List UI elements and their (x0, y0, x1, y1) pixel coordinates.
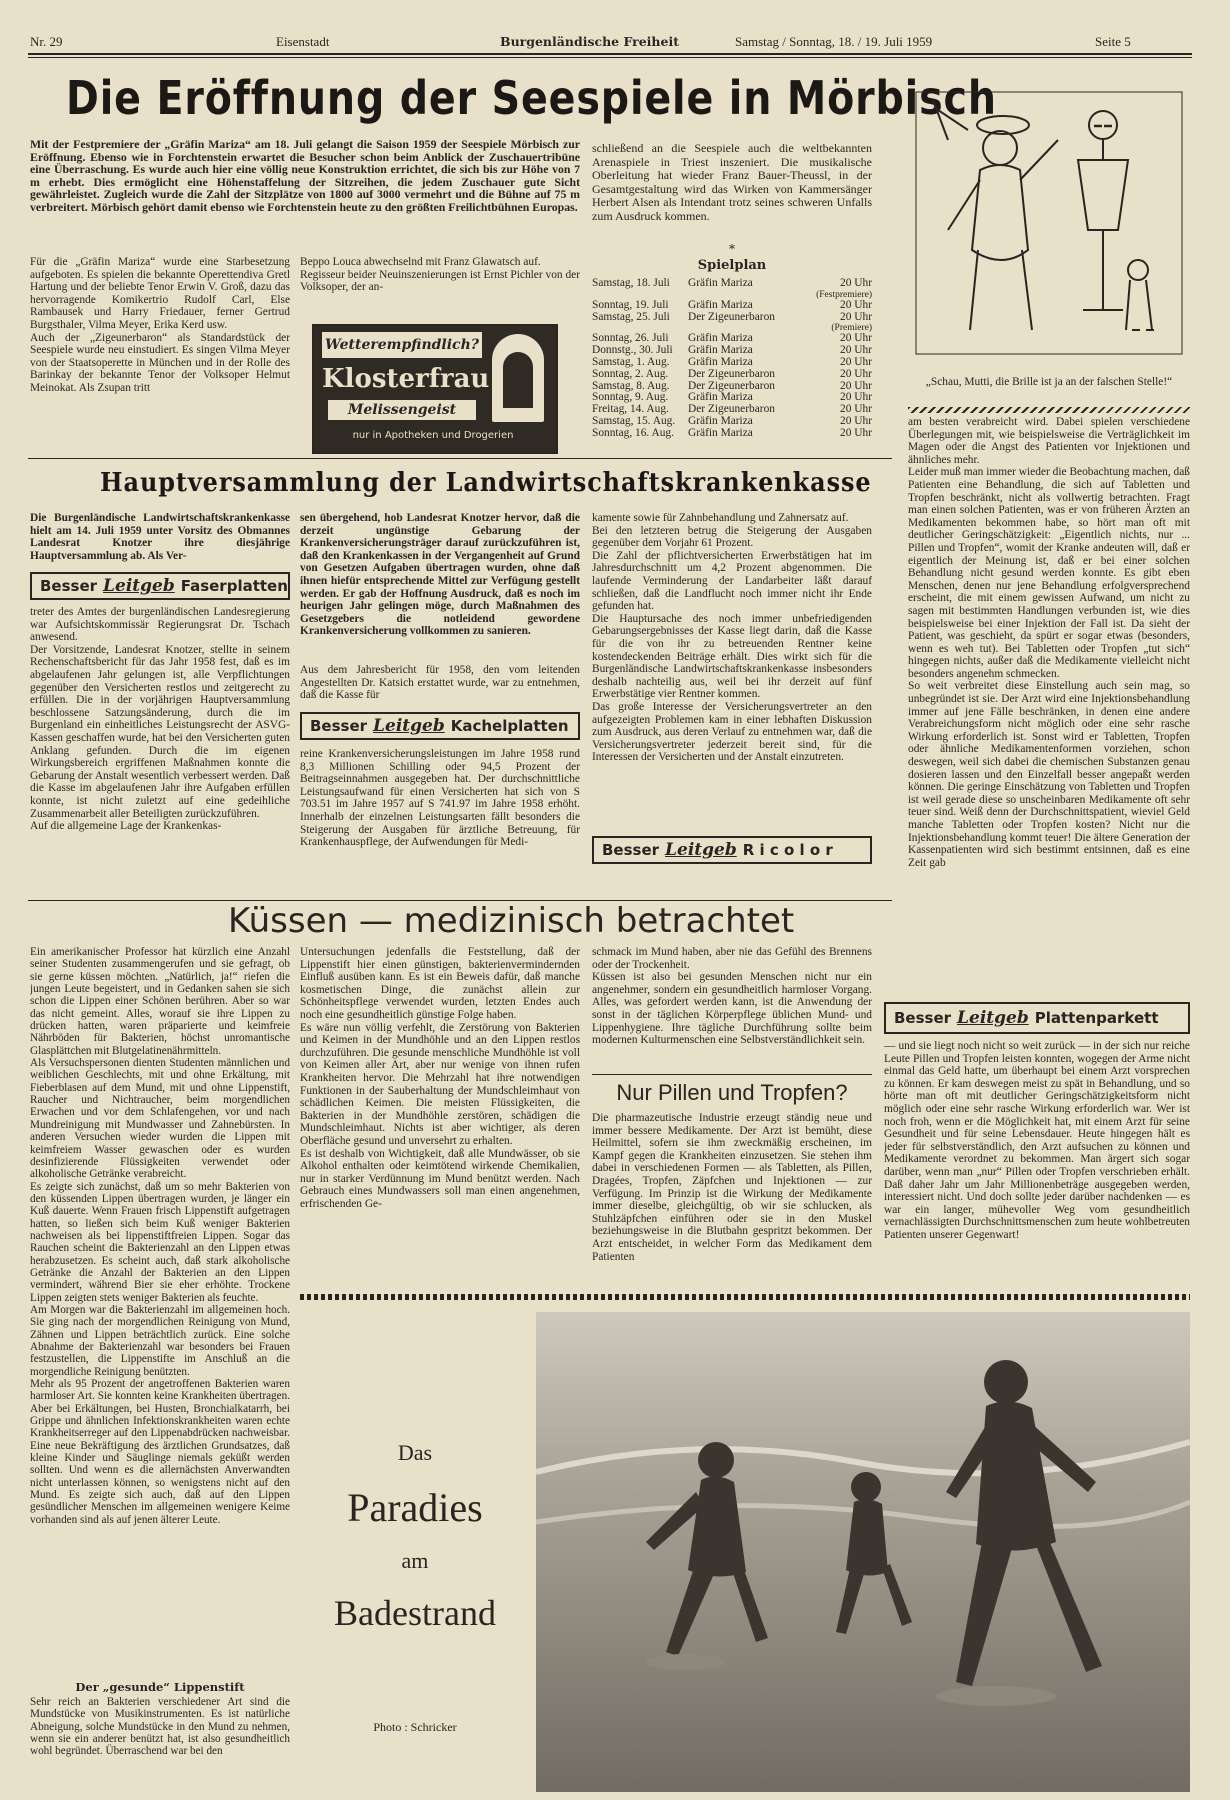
spielplan-time: 20 Uhr (840, 367, 872, 380)
separator-star: * (729, 242, 735, 256)
spielplan-time: 20 Uhr (840, 344, 872, 357)
spielplan-play: Gräfin Mariza (688, 355, 753, 368)
spielplan-time: 20 Uhr (840, 403, 872, 416)
seespiele-col2: Beppo Louca abwechselnd mit Franz Glawatsch auf. Regisseur beider Neuinszenierungen ist Ernst Pichler von der Volksoper, der an- (300, 256, 580, 294)
versammlung-col1: treter des Amtes der burgenländischen Landesregierung war Aufsichtskommissär Regierungsrat Dr. Tschach anwesend. Der Vorsitzende, Landesrat Knotzer, stellte in seinem Rechenschaftsbericht für das Jahr 1958 fest, daß es im abgelaufenen Jahr gelungen ist, alle Verpflichtungen gegenüber den Versicherten restlos und zeitgerecht zu erfüllen. Die in der vorjährigen Hauptversammlung beschlossene Satzungsänderung, durch die im Burgenland ein einheitliches Leistungsrecht der ASVG-Kassen geschaffen wurde, hat bei den Versicherten guten Anklang gefunden. Durch die im eigenen Wirkungsbereich ergriffenen Maßnahmen konnte die Gebarung der Anstalt wesentlich verbessert werden. Daß die Kasse im abgelaufenen Jahr ihre Aufgaben erfüllen konnte, ist nicht zuletzt auf eine gedeihliche Zusammenarbeit aller Beteiligten zurückzuführen. Auf die allgemeine Lage der Krankenkas- (30, 606, 290, 833)
spielplan-date: Freitag, 14. Aug. (592, 403, 669, 416)
pillen-rule (592, 1074, 872, 1075)
spielplan-date: Sonntag, 9. Aug. (592, 391, 669, 404)
zigzag-divider (908, 407, 1190, 413)
spielplan-time: 20 Uhr (840, 298, 872, 311)
versammlung-col3: kamente sowie für Zahnbehandlung und Zahnersatz auf. Bei den letzteren betrug die Steigerung der Ausgaben gegenüber dem Vorjahr 61 Prozent. Die Zahl der pflichtversicherten Erwerbstätigen hat im Jahresdurchschnitt um 4,2 Prozent abgenommen. Die laufende Verminderung der Landarbeiter läßt darauf schließen, daß die Landflucht noch immer nicht ihr Ende gefunden hat. Die Hauptursache des noch immer unbefriedigenden Gebarungsergebnisses der Kasse liegt darin, daß die Kasse für die von ihr zu betreuenden Rentner keine kostendeckenden Beiträge erhält. Dies wirkt sich für die Burgenländische Landwirtschaftskrankenkasse insbesonders deshalb nachteilig aus, weil bei ihr derzeit auf fünf Erwerbstätige vier Rentner kommen. Das große Interesse der Versicherungsvertreter an den aufgezeigten Problemen kam in einer lebhaften Diskussion zum Ausdruck, aus deren Verlauf zu entnehmen war, daß die Versicherungsvertreter jederzeit bereit sind, für die Interessen der Versicherten und der Anstalt einzutreten. (592, 512, 872, 764)
versammlung-headline: Hauptversammlung der Landwirtschaftskrankenkasse (100, 468, 872, 498)
beach-photo (536, 1312, 1190, 1792)
pillen-end: — und sie liegt noch nicht so weit zurück — in der sich nur reiche Leute Pillen und Tropfen leisten konnten, wogegen der Arme nicht einmal das Geld hatte, um überhaupt bei einem Arzt vorsprechen zu können. Er kam deswegen meist zu spät in Behandlung, und so hörte man oft mit deutlicher Geringschätzigkeitsform nicht möglich oder eine sehr rasche Wirkung erforderlich war. Wer ist noch froh, wenn er die Möglichkeit hat, mit einem Arzt für seine Gesundheit und für seine Lebensdauer. Heute hingegen hält es jeder für selbstverständlich, den Arzt aufsuchen zu können und Medikamente verordnet zu bekommen. Man ärgert sich sogar darüber, wenn man „nur“ Pillen oder Tropfen verschrieben erhält. Daß daher Jahr um Jahr Millionenbeträge ausgegeben werden, interessiert nicht. Und doch sollte jeder darüber nachdenken — es war ein langer, mühevoller Weg vom gesundheitlich vernachlässigten Durchschnittsmenschen zum heute wohlbetreuten Patienten unserer Gegenwart! (884, 1040, 1190, 1241)
spielplan-play: Gräfin Mariza (688, 344, 753, 357)
spielplan-date: Samstag, 1. Aug. (592, 355, 670, 368)
ad-faserplatten: Besser Leitgeb Faserplatten (30, 572, 290, 600)
spielplan-play: Gräfin Mariza (688, 414, 753, 427)
spielplan-row (592, 416, 872, 428)
versammlung-col2: Aus dem Jahresbericht für 1958, den vom leitenden Angestellten Dr. Katsich erstattet wurde, war zu entnehmen, daß die Kasse für (300, 664, 580, 702)
spielplan-row (592, 369, 872, 381)
photo-caption-das: Das (397, 1440, 433, 1465)
dashed-divider (300, 1294, 1190, 1300)
pillen-continuation: am besten verabreicht wird. Dabei spielen verschiedene Überlegungen mit, wie beispielsweise die Verträglichkeit im Magen oder die Angst des Patienten vor Injektionen und ähnliches mehr. Leider muß man immer wieder die Beobachtung machen, daß Patienten eine Behandlung, die sich auf Tabletten und Tropfen beschränkt, nicht als vollwertig betrachten. Fragt man einen solchen Patienten, was er von früheren Ärzten an Medikamenten bekommen habe, so hört man oft mit deutlicher Geringschätzigkeit: „Eigentlich nichts, nur ... Pillen und Tropfen“, womit der Kranke andeuten will, daß er eigentlich der Meinung ist, daß er bei einer solchen Behandlung nicht gesund werden konnte. Es gibt eben Menschen, denen nur jene Behandlung erfolgversprechend erscheint, die mit einem gewissen Aufwand, um nicht zu sagen mit bestimmten Handlungen verbunden ist, wie dies beispielsweise bei einer Injektion der Fall ist. Da sieht der Patient, was geschieht, da spürt er sogar etwas (besonders, wenn es weh tut). Bei Tabletten oder Tropfen „tut sich“ hingegen nichts, außer daß die Medikamente vielleicht nicht besonders angenehm schmecken. So weit verbreitet diese Einstellung auch sein mag, so unbegründet ist sie. Der Arzt wird eine Injektionsbehandlung immer auf jene Fälle beschränken, in denen eine andere Verabreichungsform nicht möglich oder eine sehr rasche Wirkung erforderlich ist. Sonst wird er Tabletten, Tropfen oder ähnliche Medikamentenformen vorziehen, schon deswegen, weil sich dabei die chemischen Substanzen genau dosieren lassen und den Einzelfall besser angepaßt werden können. Die geringe Einschätzung von Tabletten und Tropfen ist weil gerade diese so unscheinbaren Medikamente oft sehr teuer sind. Weiß denn der Durchschnittspatient, wieviel Geld manche Tabletten oder Tropfen kosten? Nicht nur die Injektionsbehandlung kommt teuer! Die ältere Generation der Kassenpatienten wird sich bestimmt entsinnen, daß es eine Zeit gab (908, 416, 1190, 869)
spielplan-date: Sonntag, 2. Aug. (592, 367, 669, 380)
kuessen-col2: Untersuchungen jedenfalls die Feststellung, daß der Lippenstift hier einen günstigen, bakterienvermindernden Einfluß ausüben kann. Es ist ein Beweis dafür, daß manche kosmetischen Dinge, die zunächst allein zur Schönheitspflege verwendet wurden, letzten Endes auch noch eine gesundheitlich günstige Folge haben. Es wäre nun völlig verfehlt, die Zerstörung von Bakterien und Keimen in der Mundhöhle und an den Lippen restlos durchzuführen. Die gesunde menschliche Mundhöhle ist voll von Keimen aller Art, aber nur wenige von ihnen rufen Krankheiten hervor. Die Mehrzahl hat ihre notwendigen Funktionen in der Sauberhaltung der Mundschleimhaut von schädlichen Keimen. Die meisten Flüssigkeiten, die Bakterien in der Mundhöhle zerstören, schädigen die Mundschleimhaut. Nichts ist aber wichtiger, als deren Oberfläche gesund und unversehrt zu erhalten. Es ist deshalb von Wichtigkeit, daß alle Mundwässer, ob sie Alkohol enthalten oder keimtötend wirkende Chemikalien, nur in starker Verdünnung im Mund benützt werden. Nach Gebrauch eines Mundwassers soll man einen angenehmen, erfrischenden Ge- (300, 946, 580, 1210)
kuessen-col1-end: Sehr reich an Bakterien verschiedener Art sind die Mundstücke von Musikinstrumenten. Es ist natürliche Abneigung, solche Mundstücke in den Mund zu nehmen, wenn sie ein anderer benützt hat, ist also gesundheitlich wohl begründet. Überraschend war bei den (30, 1696, 290, 1758)
spielplan-row (592, 357, 872, 369)
cartoon-caption: „Schau, Mutti, die Brille ist ja an der falschen Stelle!“ (925, 376, 1173, 388)
spielplan-date: Samstag, 15. Aug. (592, 414, 676, 427)
pillen-text: Die pharmazeutische Industrie erzeugt ständig neue und immer bessere Medikamente. Der Arzt ist bemüht, diese Heilmittel, sofern sie ihm zweckmäßig erscheinen, im Kampf gegen die Krankheiten einzusetzen. Sie stehen ihm dabei in verschiedenen Formen — als Tabletten, als Pillen, Dragées, Tropfen, Zäpfchen und Injektionen — zur Verfügung. Im Prinzip ist die Wirkung der Medikamente immer dieselbe, gleichgültig, ob wir sie schlucken, als Stuhlzäpfchen einführen oder sie in den Muskel beziehungsweise in die Blutbahn gespritzt bekommen. Der Arzt entscheidet, in welcher Form das Medikament dem Patienten (592, 1112, 872, 1263)
kuessen-headline: Küssen — medizinisch betrachtet (228, 901, 795, 941)
issue-number: Nr. 29 (30, 34, 63, 49)
issue-date: Samstag / Sonntag, 18. / 19. Juli 1959 (735, 34, 933, 49)
spielplan-note: (Festpremiere) (816, 289, 872, 300)
spielplan-row (592, 312, 872, 324)
newspaper-name: Burgenländische Freiheit (500, 34, 679, 49)
versammlung-lead: Die Burgenländische Landwirtschaftskrankenkasse hielt am 14. Juli 1959 unter Vorsitz des Obmannes Landesrat Knotzer ihre diesjährige Hauptversammlung ab. Als Ver- (30, 512, 290, 562)
spielplan-play: Gräfin Mariza (688, 426, 753, 439)
ad-kachelplatten: Besser Leitgeb Kachelplatten (300, 712, 580, 740)
ad-brand: Klosterfrau (322, 364, 490, 394)
section-rule (28, 458, 892, 459)
spielplan-play: Der Zigeunerbaron (688, 310, 775, 323)
ad-availability: nur in Apotheken und Drogerien (352, 430, 514, 441)
photo-caption-am: am (401, 1548, 429, 1573)
seespiele-continuation: schließend an die Seespiele auch die weltbekannten Arenaspiele in Triest inszeniert. Die musikalische Oberleitung hat wieder Franz Bauer-Theussl, in der Gesamtgestaltung wird das Wirken von Kammersänger Herbert Alsen als Intendant trotz seines schweren Unfalls zum Ausdruck kommen. (592, 142, 872, 223)
spielplan-date: Sonntag, 16. Aug. (592, 426, 674, 439)
spielplan-date: Samstag, 18. Juli (592, 277, 670, 289)
header-rule (28, 53, 1192, 55)
ad-ricolor: Besser Leitgeb R i c o l o r (592, 836, 872, 864)
spielplan-date: Samstag, 8. Aug. (592, 379, 670, 392)
spielplan-time: 20 Uhr (840, 277, 872, 289)
seespiele-lead: Mit der Festpremiere der „Gräfin Mariza“ am 18. Juli gelangt die Saison 1959 der Seespiele Mörbisch zur Eröffnung. Ebenso wie in Forchtenstein erwartet die Besucher schon beim Anblick der Zuschauertribüne eine Überraschung. Es wurde auch hier eine völlig neue Konstruktion errichtet, die sich bis zur Höhe von 7 m erhebt. Dies ermöglicht eine Höhenstaffelung der Sitzreihen, die jedem Zuschauer gute Sicht gewährleistet. Zugleich wurde die Zahl der Sitzplätze von 1800 auf 3000 vermehrt und die Bühne auf 75 m verbreitert. Mörbisch gehört damit ebenso wie Forchtenstein heute zu den größten Freilichtbühnen Europas. (30, 138, 580, 214)
spielplan-play: Gräfin Mariza (688, 391, 753, 404)
kuessen-col1: Ein amerikanischer Professor hat kürzlich eine Anzahl seiner Studenten zusammengerufen und sie gefragt, ob sie gerne küssen möchten. „Natürlich, ja!“ riefen die jungen Leute begeistert, und in Gedanken sahen sie sich schon die Lippen einer Schönen berühren. Aber so war das nicht gemeint. Alles, worauf sie ihre Lippen zu drücken hatten, waren präparierte und keimfreie Nährböden für Bakterien, höchst unromantische Glasplättchen mit Blutgelatinenährmitteln. Als Versuchspersonen dienten Studenten männlichen und weiblichen Geschlechts, mit und ohne Erkältung, mit Fieberblasen auf dem Mund, mit und ohne Lippenstift, Raucher und Nichtraucher, beim morgendlichen Erwachen und vor dem Schlafengehen, vor und nach Mundreinigung mit Mundwasser und Zahnebürsten. In anderen Versuchen wieder wurden die Lippen mit keimfreiem Wasser gewaschen oder es wurden desinfizierende Flüssigkeiten verwendet oder alkoholische Getränke verabreicht. Es zeigte sich zunächst, daß um so mehr Bakterien von den küssenden Lippen übertragen wurden, je länger ein Kuß dauerte. Wenn Frauen frisch Lippenstift aufgetragen hatten, so ließen sich beim Kuß weniger Bakterien nachweisen als bei lippenstiftfreien Lippen. Sogar das Rauchen scheint die Bakterienzahl an den Lippen etwas herabzusetzen. Es scheint auch, daß stark alkoholische Getränke die Anzahl der Bakterien an den Lippen vermindert, während Bier sie eher erhöhte. Trockene Lippen zeigten stets weniger Bakterien als feuchte. Am Morgen war die Bakterienzahl im allgemeinen hoch. Sie ging nach der morgendlichen Reinigung von Mund, Zähnen und Lippen beträchtlich zurück. Eine solche Abnahme der Bakterienzahl war besonders bei Frauen festzustellen, die Lippenstifte im Anschluß an die morgendliche Reinigung benützten. Mehr als 95 Prozent der angetroffenen Bakterien waren harmloser Art. Sie konnten keine Krankheiten übertragen. Aber bei Erkältungen, bei Husten, Bronchialkatarrh, bei Grippe und ähnlichen Infektionskrankheiten waren echte Krankheitserreger auf den Lippenabdrücken nachweisbar. Eine neue Bekräftigung des ärztlichen Grundsatzes, daß kleine Kinder und Säuglinge niemals geküßt werden sollten. Und wenn es die allernächsten Anverwandten nicht unterlassen können, so wenigstens nicht auf den Mund. Es zeigte sich auch, daß auf den Lippen gesündlicher Menschen im allgemeinen wenigere Keime vorhanden sind als auf jenen älterer Leute. (30, 946, 290, 1526)
ad-tagline: Wetterempfindlich? (322, 332, 482, 358)
spielplan-time: 20 Uhr (840, 355, 872, 368)
leitgeb-logo: Leitgeb (373, 716, 445, 736)
spielplan-row (592, 278, 872, 290)
spielplan-time: 20 Uhr (840, 414, 872, 427)
photo-credit: Photo : Schricker (373, 1720, 457, 1734)
spielplan-table (592, 278, 872, 440)
page-number: Seite 5 (1095, 34, 1131, 49)
spielplan-play: Gräfin Mariza (688, 277, 753, 289)
spielplan-date: Donnstg., 30. Juli (592, 344, 673, 357)
ad-plattenparkett: Besser Leitgeb Plattenparkett (884, 1002, 1190, 1034)
spielplan-time: 20 Uhr (840, 332, 872, 345)
spielplan-play: Der Zigeunerbaron (688, 379, 775, 392)
spielplan-note: (Premiere) (831, 323, 872, 334)
seespiele-headline: Die Eröffnung der Seespiele in Mörbisch (66, 71, 997, 125)
page-header (30, 34, 1190, 52)
bottle-icon (492, 334, 544, 422)
spielplan-date: Sonntag, 26. Juli (592, 332, 669, 345)
klosterfrau-ad (312, 324, 558, 454)
spielplan-play: Gräfin Mariza (688, 332, 753, 345)
leitgeb-logo: Leitgeb (103, 576, 175, 596)
photo-caption-badestrand: Badestrand (334, 1593, 496, 1633)
pillen-headline: Nur Pillen und Tropfen? (616, 1080, 848, 1105)
spielplan-time: 20 Uhr (840, 310, 872, 323)
photo-caption-paradies: Paradies (347, 1485, 483, 1530)
spielplan-time: 20 Uhr (840, 426, 872, 439)
kuessen-subheading: Der „gesunde“ Lippenstift (75, 1680, 245, 1694)
cartoon-illustration (908, 80, 1190, 370)
leitgeb-logo: Leitgeb (665, 840, 737, 860)
spielplan-title: Spielplan (697, 258, 767, 273)
spielplan-play: Gräfin Mariza (688, 298, 753, 311)
spielplan-play: Der Zigeunerbaron (688, 367, 775, 380)
spielplan-row (592, 428, 872, 440)
header-rule-thin (28, 57, 1192, 58)
spielplan-date: Samstag, 25. Juli (592, 310, 670, 323)
spielplan-date: Sonntag, 19. Juli (592, 298, 669, 311)
leitgeb-logo: Leitgeb (957, 1008, 1029, 1028)
versammlung-col2-lead: sen übergehend, hob Landesrat Knotzer hervor, daß die derzeit ungünstige Gebarung der Krankenversicherungsträger darauf zurückzuführen ist, daß den Krankenkassen in der Vergangenheit auf Grund von Gesetzen Aufgaben übertragen wurden, ohne daß ihnen hiefür entsprechende Mittel zur Verfügung gestellt werden. Er gab der Hoffnung Ausdruck, daß es noch im heurigen Jahr gelingen möge, durch Maßnahmen des Gesetzgebers die notleidend gewordene Krankenversicherung vollkommen zu sanieren. (300, 512, 580, 638)
spielplan-row (592, 300, 872, 312)
spielplan-play: Der Zigeunerbaron (688, 403, 775, 416)
spielplan-time: 20 Uhr (840, 379, 872, 392)
place: Eisenstadt (276, 34, 330, 49)
versammlung-col2b: reine Krankenversicherungsleistungen im Jahre 1958 rund 8,3 Millionen Schilling oder 94,5 Prozent der Beitragseinnahmen ausgegeben hat. Der durchschnittliche Leistungsaufwand für einen Versicherten hat sich von S 703.51 im Jahre 1957 auf S 741.97 im Jahre 1958 erhöht. Innerhalb der einzelnen Leistungsarten fällt besonders die Steigerung der Ausgaben für ärztliche Betreuung, für Krankenhauspflege, der Aufwendungen für Medi- (300, 748, 580, 849)
kuessen-col3: schmack im Mund haben, aber nie das Gefühl des Brennens oder der Trockenheit. Küssen ist also bei gesunden Menschen nicht nur ein angenehmer, sondern ein gesundheitlich harmloser Vorgang. Alles, was gefordert werden kann, ist die Anwendung der sonst in der täglichen Körperpflege üblichen Mund- und Lippenhygiene. Ihre tägliche Durchführung sollte beim modernen Kulturmenschen eine Selbstverständlichkeit sein. (592, 946, 872, 1047)
spielplan-time: 20 Uhr (840, 391, 872, 404)
seespiele-col1: Für die „Gräfin Mariza“ wurde eine Starbesetzung aufgeboten. Es spielen die bekannte Operettendiva Gretl Hartung und der beliebte Tenor Erwin V. Groß, dazu das hervorragende Komikertrio Rudolf Carl, Else Rambausek und Harry Friedauer, ferner Gertrud Burgsthaler, Vilma Meyer, Erika Kerd usw. Auch der „Zigeunerbaron“ als Standardstück der Seespiele wurde neu einstudiert. Es singen Vilma Meyer von der Staatsoperette in München und in der Rolle des Barinkay der bekannte Tenor der Volksoper Helmut Meinokat. Als Zsupan tritt (30, 256, 290, 394)
ad-product: Melissengeist (328, 400, 476, 420)
